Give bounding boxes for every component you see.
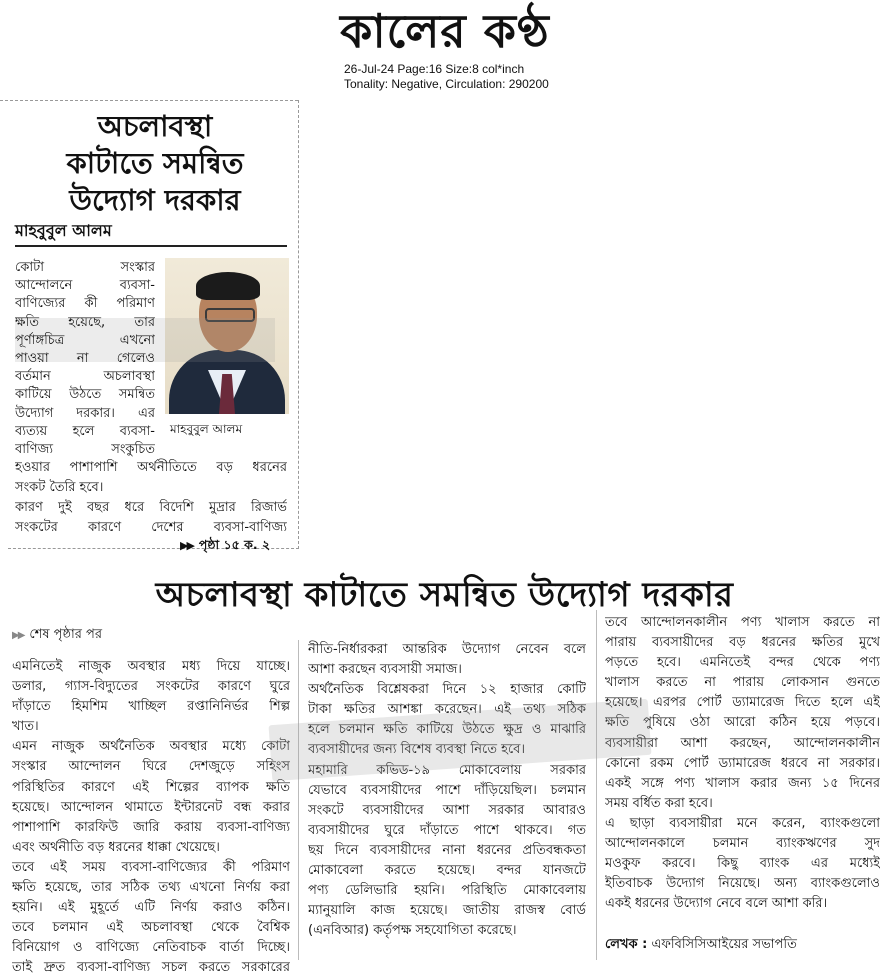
continued-from-label xyxy=(12,626,102,645)
column-line: পড়তে হবে। এমনিতেই বন্দর থেকে পণ্য xyxy=(605,655,880,671)
column-line: তবে এই সময় ব্যবসা-বাণিজ্যের কী পরিমাণ xyxy=(12,859,290,875)
column-line: টাকা ক্ষতির আশঙ্কা করেছেন। এই তথ্য সঠিক xyxy=(308,702,586,718)
column-line: খাত। xyxy=(12,719,39,735)
column-line: হয়েছে। আন্দোলন থামাতে ইন্টারনেট বন্ধ করার xyxy=(12,799,290,815)
column-line: মওকুফ করবে। কিছু ব্যাংক এর মধ্যেই xyxy=(605,856,880,872)
front-headline-line-2: কাটাতে সমন্বিত xyxy=(66,146,244,180)
column-line: তবে চলমান এই অচলাবস্থা থেকে বৈশ্বিক xyxy=(12,920,290,936)
column-line: ইতিবাচক উদ্যোগ নিয়েছে। অন্য ব্যাংকগুলোও xyxy=(605,876,880,892)
author-byline: মাহবুবুল আলম xyxy=(15,221,112,240)
column-line: খালাস করতে না পারায় লোকসান গুনতে xyxy=(605,675,880,691)
column-line: আশা করছেন ব্যবসায়ী সমাজ। xyxy=(308,662,462,678)
continued-from-text: শেষ পৃষ্ঠার পর xyxy=(29,627,102,642)
column-line: পাশাপাশি কারফিউ জারি করায় ব্যবসা-বাণিজ্য xyxy=(12,819,290,835)
intro-line: বর্তমান অচলাবস্থা xyxy=(15,369,155,385)
column-line: তাই দ্রুত ব্যবসা-বাণিজ্য সচল করতে সরকারের xyxy=(12,960,290,976)
intro-line: কাটিয়ে উঠতে সমন্বিত xyxy=(15,387,155,403)
column-line: ব্যবসায়ীদের জন্য বিশেষ ব্যবস্থা নিতে হবে। xyxy=(308,742,526,758)
column-line: হয়নি। এই মুহূর্তে এটি নির্ণয় করাও কঠিন। xyxy=(12,900,290,916)
column-line: ডলার, গ্যাস-বিদ্যুতের সংকটের কারণে ঘুরে xyxy=(12,679,290,695)
column-line: এমনিতেই নাজুক অবস্থার মধ্য দিয়ে যাচ্ছে। xyxy=(12,659,290,674)
column-line: পণ্য ডেলিভারি হয়নি। পরিস্থিতি মোকাবেলায় xyxy=(308,883,586,899)
column-line: নীতি-নির্ধারকরা আন্তরিক উদ্যোগ নেবেন বলে xyxy=(308,642,586,657)
jump-column-2 xyxy=(308,640,586,941)
column-line: সংস্কার আন্দোলন ঘিরে দেশজুড়ে সহিংস xyxy=(12,759,290,775)
column-line: ক্ষতি পুষিয়ে ওঠা আরো কঠিন হয়ে পড়বে। xyxy=(605,715,880,731)
jump-column-1 xyxy=(12,657,290,979)
column-line: পারায় ব্যবসায়ীদের বড় ধরনের ক্ষতির মুখে xyxy=(605,635,880,651)
double-arrow-right-icon: ▶▶ xyxy=(12,630,24,641)
column-line: তবে আন্দোলনকালীন পণ্য খালাস করতে না xyxy=(605,615,880,630)
intro-line: সংকট তৈরি হবে। xyxy=(15,480,104,495)
intro-line: ক্ষতি হয়েছে, তার xyxy=(15,314,155,330)
intro-line: কারণ দুই বছর ধরে বিদেশি মুদ্রার রিজার্ভ xyxy=(15,500,287,515)
intro-line: ব্যত্যয় হলে ব্যবসা- xyxy=(15,423,155,439)
column-line: পরিস্থিতির কারণে এই শিল্পের ব্যাপক ক্ষতি xyxy=(12,779,290,795)
intro-line-filler: সংকটের কারণে দেশের ব্যবসা-বাণিজ্য xyxy=(15,520,287,535)
author-credit-text: এফবিসিসিআইয়ের সভাপতি xyxy=(651,937,797,952)
newspaper-masthead: কালের কণ্ঠ xyxy=(340,4,550,58)
front-headline-line-1: অচলাবস্থা xyxy=(97,109,213,143)
double-arrow-right-icon: ▶▶ xyxy=(180,539,193,552)
column-line: ম্যানুয়ালি কাজ হয়েছে। জাতীয় রাজস্ব বোর্ড xyxy=(308,903,586,919)
column-line: (এনবিআর) কর্তৃপক্ষ সহযোগিতা করেছে। xyxy=(308,923,517,939)
jump-column-3 xyxy=(605,613,880,914)
front-headline xyxy=(20,108,290,219)
continued-page-ref: পৃষ্ঠা ১৫ ক. ২ xyxy=(198,537,271,552)
byline-divider xyxy=(15,245,287,247)
column-line: একই সঙ্গে পণ্য খালাস করার জন্য ১৫ দিনের xyxy=(605,775,880,791)
column-line: হয়েছে। এরপর পোর্ট ড্যামারেজ দিতে হলে এই xyxy=(605,695,880,711)
column-line: ব্যবসায়ীরা আশা করছেন, আন্দোলনকালীন xyxy=(605,735,880,751)
column-line: ছয় দিনে ব্যবসায়ীদের নানা ধরনের প্রতিবন্ধকতা xyxy=(308,842,586,858)
column-line: এ ছাড়া ব্যবসায়ীরা মনে করেন, ব্যাংকগুলো xyxy=(605,815,880,831)
column-line: বিনিয়োগ ও বাণিজ্যে নেতিবাচক বার্তা দিচ্ছে। xyxy=(12,940,290,956)
column-line: কোনো রকম পোর্ট ড্যামারেজ ধরবে না সরকার। xyxy=(605,755,880,771)
intro-line: কোটা সংস্কার xyxy=(15,260,155,275)
column-line: এবং অর্থনীতি বড় ধরনের ধাক্কা খেয়েছে। xyxy=(12,839,220,855)
clip-metadata xyxy=(344,62,549,92)
column-line: সময় বর্ধিত করা হবে। xyxy=(605,795,713,811)
column-line: সংকটে ব্যবসায়ীদের আশা সরকার আবারও xyxy=(308,802,586,818)
column-divider-2 xyxy=(596,610,597,960)
column-line: ব্যবসায়ীদের ঘুরে দাঁড়াতে পাশে থাকবে। গত xyxy=(308,822,586,838)
intro-line: হওয়ার পাশাপাশি অর্থনীতিতে বড় ধরনের xyxy=(15,460,287,475)
column-line: আন্দোলনকালে চলমান ব্যাংকঋণের সুদ xyxy=(605,836,880,852)
column-divider-1 xyxy=(298,640,299,960)
column-line: হলে চলমান ক্ষতি কাটিয়ে উঠতে ক্ষুদ্র ও মাঝারি xyxy=(308,722,586,738)
column-line: যেভাবে ব্যবসায়ীদের পাশে দাঁড়িয়েছিল। চলমান xyxy=(308,782,586,798)
intro-line: পাওয়া না গেলেও xyxy=(15,351,155,366)
intro-line: বাণিজ্যের কী পরিমাণ xyxy=(15,296,155,312)
column-line: ক্ষতি হয়েছে, তার সঠিক তথ্য এখনো নির্ণয় করা xyxy=(12,880,290,896)
intro-line: আন্দোলনে ব্যবসা- xyxy=(15,278,155,294)
column-line: অর্থনৈতিক বিশ্লেষকরা দিনে ১২ হাজার কোটি xyxy=(308,682,586,698)
column-line: একই ধরনের উদ্যোগ নেবে বলে আশা করি। xyxy=(605,896,828,912)
author-credit xyxy=(605,935,797,955)
front-headline-line-3: উদ্যোগ দরকার xyxy=(69,183,241,217)
continued-on-page[interactable] xyxy=(180,537,270,554)
jump-headline: অচলাবস্থা কাটাতে সমন্বিত উদ্যোগ দরকার xyxy=(155,575,734,615)
clip-meta-tonality: Tonality: Negative, Circulation: 290200 xyxy=(344,77,549,91)
column-line: মহামারি কভিড-১৯ মোকাবেলায় সরকার xyxy=(308,762,586,778)
intro-line: উদ্যোগ দরকার। এর xyxy=(15,405,155,421)
photo-caption: মাহবুবুল আলম xyxy=(170,422,243,436)
column-line: এমন নাজুক অর্থনৈতিক অবস্থার মধ্যে কোটা xyxy=(12,739,290,755)
column-line: দাঁড়াতে হিমশিম খাচ্ছিল রপ্তানিনির্ভর শিল্প xyxy=(12,699,290,715)
intro-line: পূর্ণাঙ্গচিত্র এখনো xyxy=(15,332,155,348)
clip-meta-date-size: 26-Jul-24 Page:16 Size:8 col*inch xyxy=(344,62,525,76)
author-credit-label: লেখক : xyxy=(605,937,648,952)
intro-line: বাণিজ্য সংকুচিত xyxy=(15,442,155,457)
photo-hair xyxy=(196,272,260,300)
column-line: মোকাবেলা করতে হয়েছে। বন্দর যানজটে xyxy=(308,863,586,879)
